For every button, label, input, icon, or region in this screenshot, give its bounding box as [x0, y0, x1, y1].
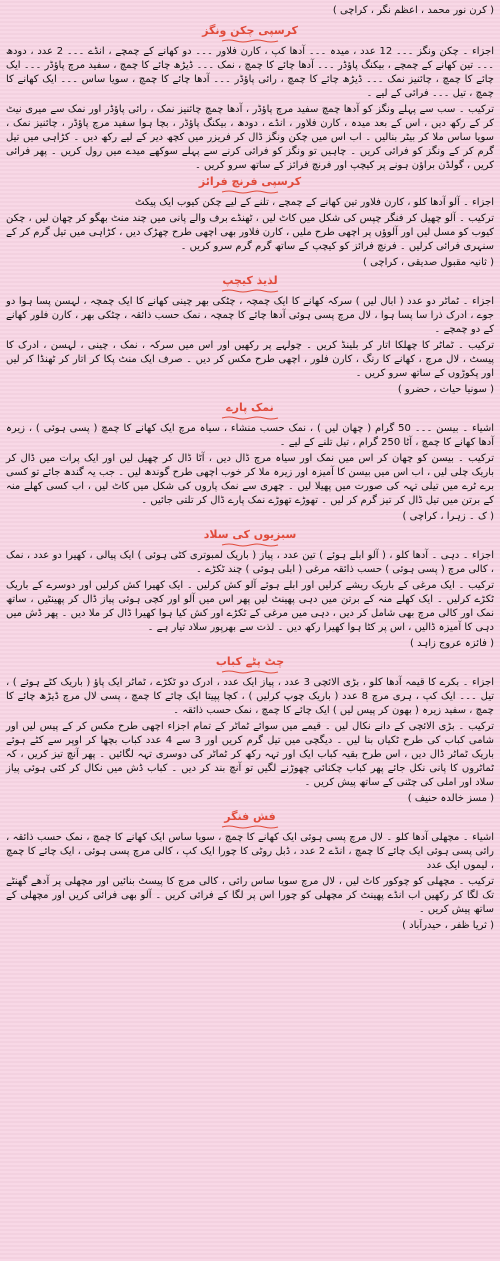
- ingredients-text: اجزاء ۔ دہی ۔ آدھا کلو ، ( آلو ابلے ہوئے ) تین عدد ، پیاز ( باریک لمبوتری کٹی ہوئی ) ایک پیالی ، کھیرا دو عدد ، نمک ، کالی مرچ ( پسی ہوئی ) حسب ذائقہ مرغی ( ابلی ہوئی ) چند ٹکڑے ۔: [6, 550, 494, 575]
- title-underline-flourish: [220, 825, 280, 829]
- author-credit: ( فائزہ عروج زاہد ): [410, 638, 494, 649]
- title-underline-flourish: [220, 39, 280, 43]
- ingredients-text: اشیاء ۔ بیسن ۔۔۔ 50 گرام ( چھان لیں ) ، نمک حسب منشاء ، سیاہ مرچ ایک کھانے کا چمچ ( پسی ہوئی ) ، زیرہ آدھا کھانے کا چمچ ، آٹا 250 گرام ، تیل تلنے کے لیے ۔: [6, 423, 494, 448]
- method-text: ترکیب ۔ سب سے پہلے ونگز کو آدھا چمچ سفید مرچ پاؤڈر ، آدھا چمچ چائنیز نمک ، رائی پاؤڈر اور نمک سے میری نیٹ کر کے رکھ دیں ، اس کے بعد میدہ ، کارن فلاور ، انڈے ، دودھ ، بیکنگ پاؤڈر ، بچا ہوا سفید مرچ پاؤڈر ، چائنیز نمک ، سویا ساس ملا کر بیٹر بنالیں ۔ اب اس میں چکن ونگز ڈال کر فریزر میں کچھ دیر کے لیے رکھ دیں ۔ کڑاہی میں تیل گرم کر کے ونگز کو فرائی کریں ۔ چاہیں تو ونگز کو فرائی کرنے سے پہلے سوکھے میدے میں رول کریں ۔ پھر فرائی کریں ، گولڈن براؤن ہونے پر کیچپ اور فرنچ فرائز کے ساتھ سرو کریں ۔: [6, 104, 494, 171]
- recipe-title: نمک پارے: [226, 401, 274, 414]
- recipe-title: چٹ پٹے کباب: [215, 655, 285, 668]
- author-credit: ( ک ۔ زہرا ، کراچی ): [402, 511, 494, 522]
- ingredients-text: اشیاء ۔ مچھلی آدھا کلو ۔ لال مرچ پسی ہوئی ایک کھانے کا چمچ ، سویا ساس ایک کھانے کا چمچ ، نمک حسب ذائقہ ، رائی پسی ہوئی ایک چائے کا چمچ ، انڈے 2 عدد ، ڈبل روٹی کا چورا ایک کپ ، کالی مرچ پسی ہوئی ، ایک چائے کا چمچ ، لیموں ایک عدد: [6, 832, 494, 871]
- author-credit: ( ثانیہ مقبول صدیقی ، کراچی ): [363, 257, 494, 268]
- ingredients-text: اجزاء ۔ ٹماٹر دو عدد ( ابال لیں ) سرکہ کھانے کا ایک چمچہ ، چٹکی بھر چینی کھانے کا ایک چمچہ ، لہسن پسا ہوا دو جوے ، ادرک ذرا سا پسا ہوا ، لال مرچ پسی ہوئی آدھا چائے کا چمچہ ، نمک حسب ذائقہ ، چٹکی بھر ، کارن فلور کھانے کے دو چمچے ۔: [6, 296, 494, 335]
- author-credit: ( ثریا ظفر ، حیدرآباد ): [402, 920, 494, 931]
- recipe-title: سبزیوں کی سلاد: [203, 528, 297, 541]
- title-underline-flourish: [220, 670, 280, 674]
- method-text: ترکیب ۔ مچھلی کو چوکور کاٹ لیں ، لال مرچ سویا ساس رائی ، کالی مرچ کا پیسٹ بنائیں اور مچھلی پر آدھے گھنٹے تک لگا کر رکھیں اب انڈے پھینٹ کر مچھلی کو چورا اس پر لگا کے فرائی کریں ۔ آلو بھی فرائی کریں اور مچھلی کے ساتھ پیش کریں ۔: [6, 876, 494, 915]
- method-text: ترکیب ۔ ٹماٹر کا چھلکا اتار کر بلینڈ کریں ۔ چولہے پر رکھیں اور اس میں سرکہ ، نمک ، چینی ، لہسن ، ادرک کا پیسٹ ، لال مرچ ، کھانے کا رنگ ، کارن فلور ، اچھی طرح مکس کر دیں ۔ صرف ایک منٹ پکا کر اتار کر ٹھنڈا کر لیں اور پکوڑوں کے ساتھ سرو کریں ۔: [6, 340, 494, 379]
- method-text: ترکیب ۔ بڑی الائچی کے دانے نکال لیں ۔ قیمے میں سوائے ٹماٹر کے تمام اجزاء اچھی طرح مکس کر کے پیس لیں اور شامی کباب کی طرح ٹکیاں بنا لیں ۔ دیگچی میں تیل گرم کریں اور 3 سے 4 عدد کباب بچھا کر اوپر سے کٹے ہوئے باریک ٹماٹر ڈال دیں ، اس طرح بقیہ کباب ایک اور تہہ رکھ کر ٹماٹر کی دوسری تہہ لگائیں ۔ پھر آنچ تیز کریں ، کہ ٹماٹروں کا پانی نکل جائے پھر کباب چکنائی چھوڑنے لگیں تو آنچ بند کر دیں ۔ کباب ڈش میں نکال کر کئی ہوئی پیاز سلاد اور املی کی چٹنی کے ساتھ پیش کریں ۔: [6, 721, 494, 788]
- author-credit: ( کرن نور محمد ، اعظم نگر ، کراچی ): [332, 5, 494, 16]
- recipe-title: کرسپی چکن ونگز: [202, 24, 298, 37]
- recipe-title: لذیذ کیچپ: [222, 274, 278, 287]
- author-credit: ( مسز خالدہ حنیف ): [407, 793, 494, 804]
- recipe-title: کرسپی فرنچ فرائز: [198, 175, 302, 188]
- title-underline-flourish: [220, 289, 280, 293]
- method-text: ترکیب ۔ آلو چھیل کر فنگر چپس کی شکل میں کاٹ لیں ، ٹھنڈے برف والے پانی میں چند منٹ بھگو کر چھان لیں ، چکن کیوب کو مسل لیں اور آلوؤں پر اچھی طرح ملیں ، کارن فلاور بھی اچھی طرح چھڑک دیں ، کڑاہی میں تیل گرم کر کے سنہری فرائی کرلیں ۔ فرنچ فرائز کو کیچپ کے ساتھ گرم گرم سرو کریں ۔: [6, 213, 494, 252]
- ingredients-text: اجزاء ۔ بکرے کا قیمہ آدھا کلو ، بڑی الائچی 3 عدد ، پیاز ایک عدد ، ادرک دو ٹکڑے ، ٹماٹر ایک پاؤ ( باریک کٹے ہوئے ) ، تیل ۔۔۔ ایک کپ ، ہری مرچ 8 عدد ( باریک چوپ کرلیں ) ، کچا پپیتا ایک چائے کا چمچ ، پسی لال مرچ ڈیڑھ چائے کا چمچ ، سفید زیرہ ( بھون کر پیس لیں ) ایک چائے کا چمچ ، نمک حسب ذائقہ ۔: [6, 677, 494, 716]
- author-credit: ( سونیا حیات ، حضرو ): [397, 384, 494, 395]
- method-text: ترکیب ۔ بیسن کو چھان کر اس میں نمک اور سیاہ مرچ ڈال دیں ، آٹا ڈال کر چھیل لیں اور ایک پرات میں ڈال کر باریک چلی لیں ، اب اس میں بیسن کا آمیزہ اور زیرہ ملا کر خوب اچھی طرح گوندھ لیں ۔ جب یہ گندھ جائے تو کسی برے ٹرے میں تیلی تہہ کی صورت میں پھیلا لیں ۔ چھری سے نمک پاروں کی شکل میں کاٹ لیں ، اب کسی کھلے منہ کے برتن میں تیل ڈال کر تیز گرم کر لیں ۔ تھوڑے تھوڑے نمک پارے ڈال کر تلتی جائیں ۔: [6, 453, 494, 506]
- ingredients-text: اجزاء ۔ آلو آدھا کلو ، کارن فلاور تین کھانے کے چمچے ، تلنے کے لیے چکن کیوب ایک پیکٹ: [134, 197, 494, 208]
- title-underline-flourish: [220, 543, 280, 547]
- method-text: ترکیب ۔ ایک مرغی کے باریک ریشے کرلیں اور ابلے ہوئے آلو کش کرلیں ۔ ایک کھیرا کش کرلیں اور دوسرے کے باریک ٹکڑے کرلیں ۔ ایک کھلے منہ کے برتن میں دہی پھینٹ لیں پھر اس میں آلو اور کچی ہوئی پیاز ڈال کر پھینٹیں ، ساتھ نمک اور کالی مرچ بھی شامل کر دیں ، دہی میں مرغی کے ٹکڑے اور کش کیا ہوا کھیرا ڈال کر ملا دیں ۔ پھر ڈش میں دہی کا آمیزہ ڈالیں ، اس پر کٹا ہوا کھیرا رکھ دیں ۔ لذت سے بھرپور سلاد تیار ہے ۔: [6, 580, 494, 633]
- title-underline-flourish: [220, 416, 280, 420]
- ingredients-text: اجزاء ۔ چکن ونگز ۔۔۔ 12 عدد ، میدہ ۔۔۔ آدھا کپ ، کارن فلاور ۔۔۔ دو کھانے کے چمچے ، انڈے ۔۔۔ 2 عدد ، دودھ ۔۔۔ تین کھانے کے چمچے ، بیکنگ پاؤڈر ۔۔۔ آدھا چائے کا چمچ ، نمک ۔۔۔ ڈیڑھ چائے کا چمچ ، سفید مرچ پاؤڈر ۔۔۔ ایک چائے کا چمچ ، چائنیز نمک ۔۔۔ ڈیڑھ چائے کا چمچ ، رائی پاؤڈر ۔۔۔ آدھا چائے کا چمچ ، سویا ساس ۔۔۔ ایک کھانے کا چمچ ، تیل ۔۔۔ فرائی کے لیے ۔: [6, 46, 494, 99]
- recipe-title: فش فنگر: [224, 810, 276, 823]
- title-underline-flourish: [220, 190, 280, 194]
